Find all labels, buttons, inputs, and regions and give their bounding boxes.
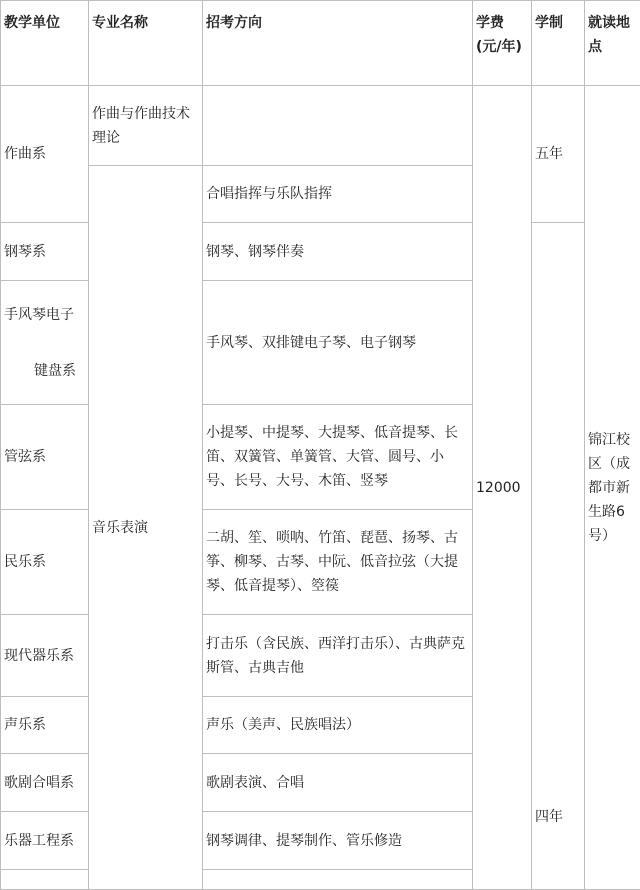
duration-cell-four: 四年 bbox=[532, 223, 585, 890]
direction-cell-vocal: 声乐（美声、民族唱法） bbox=[203, 697, 473, 754]
unit-cell-engineering: 乐器工程系 bbox=[1, 812, 89, 870]
direction-cell-modern: 打击乐（含民族、西洋打击乐）、古典萨克斯管、古典吉他 bbox=[203, 615, 473, 697]
header-unit: 教学单位 bbox=[1, 1, 89, 86]
location-cell: 锦江校区（成都市新生路6号） bbox=[585, 86, 640, 890]
header-direction: 招考方向 bbox=[203, 1, 473, 86]
header-location: 就读地点 bbox=[585, 1, 640, 86]
direction-cell-piano: 钢琴、钢琴伴奏 bbox=[203, 223, 473, 281]
unit-cell-blank bbox=[1, 870, 89, 890]
unit-cell-orchestral: 管弦系 bbox=[1, 405, 89, 510]
unit-accordion-line1: 手风琴电子 bbox=[4, 307, 74, 323]
major-cell-composition: 作曲与作曲技术理论 bbox=[89, 86, 203, 166]
direction-cell-empty bbox=[203, 86, 473, 166]
direction-cell-orchestral: 小提琴、中提琴、大提琴、低音提琴、长笛、双簧管、单簧管、大管、圆号、小号、长号、大号、木笛、竖琴 bbox=[203, 405, 473, 510]
header-row bbox=[1, 1, 640, 86]
header-duration: 学制 bbox=[532, 1, 585, 86]
header-fee: 学费(元/年) bbox=[473, 1, 532, 86]
unit-cell-vocal: 声乐系 bbox=[1, 697, 89, 754]
unit-cell-opera: 歌剧合唱系 bbox=[1, 754, 89, 812]
unit-cell-piano: 钢琴系 bbox=[1, 223, 89, 281]
unit-cell-accordion bbox=[1, 281, 89, 405]
unit-accordion-line2: 键盘系 bbox=[4, 359, 85, 383]
unit-cell-folk: 民乐系 bbox=[1, 510, 89, 615]
unit-cell-composition: 作曲系 bbox=[1, 86, 89, 223]
direction-cell-accordion: 手风琴、双排键电子琴、电子钢琴 bbox=[203, 281, 473, 405]
direction-cell-folk: 二胡、笙、唢呐、竹笛、琵琶、扬琴、古筝、柳琴、古琴、中阮、低音拉弦（大提琴、低音提琴）、箜篌 bbox=[203, 510, 473, 615]
direction-cell-opera: 歌剧表演、合唱 bbox=[203, 754, 473, 812]
table-row bbox=[1, 86, 640, 166]
unit-accordion-gap bbox=[4, 327, 85, 359]
header-major: 专业名称 bbox=[89, 1, 203, 86]
direction-cell-blank bbox=[203, 870, 473, 890]
direction-cell-conducting: 合唱指挥与乐队指挥 bbox=[203, 166, 473, 223]
unit-cell-modern: 现代器乐系 bbox=[1, 615, 89, 697]
fee-cell: 12000 bbox=[473, 86, 532, 890]
direction-cell-engineering: 钢琴调律、提琴制作、管乐修造 bbox=[203, 812, 473, 870]
duration-cell-five: 五年 bbox=[532, 86, 585, 223]
major-cell-performance: 音乐表演 bbox=[89, 166, 203, 890]
